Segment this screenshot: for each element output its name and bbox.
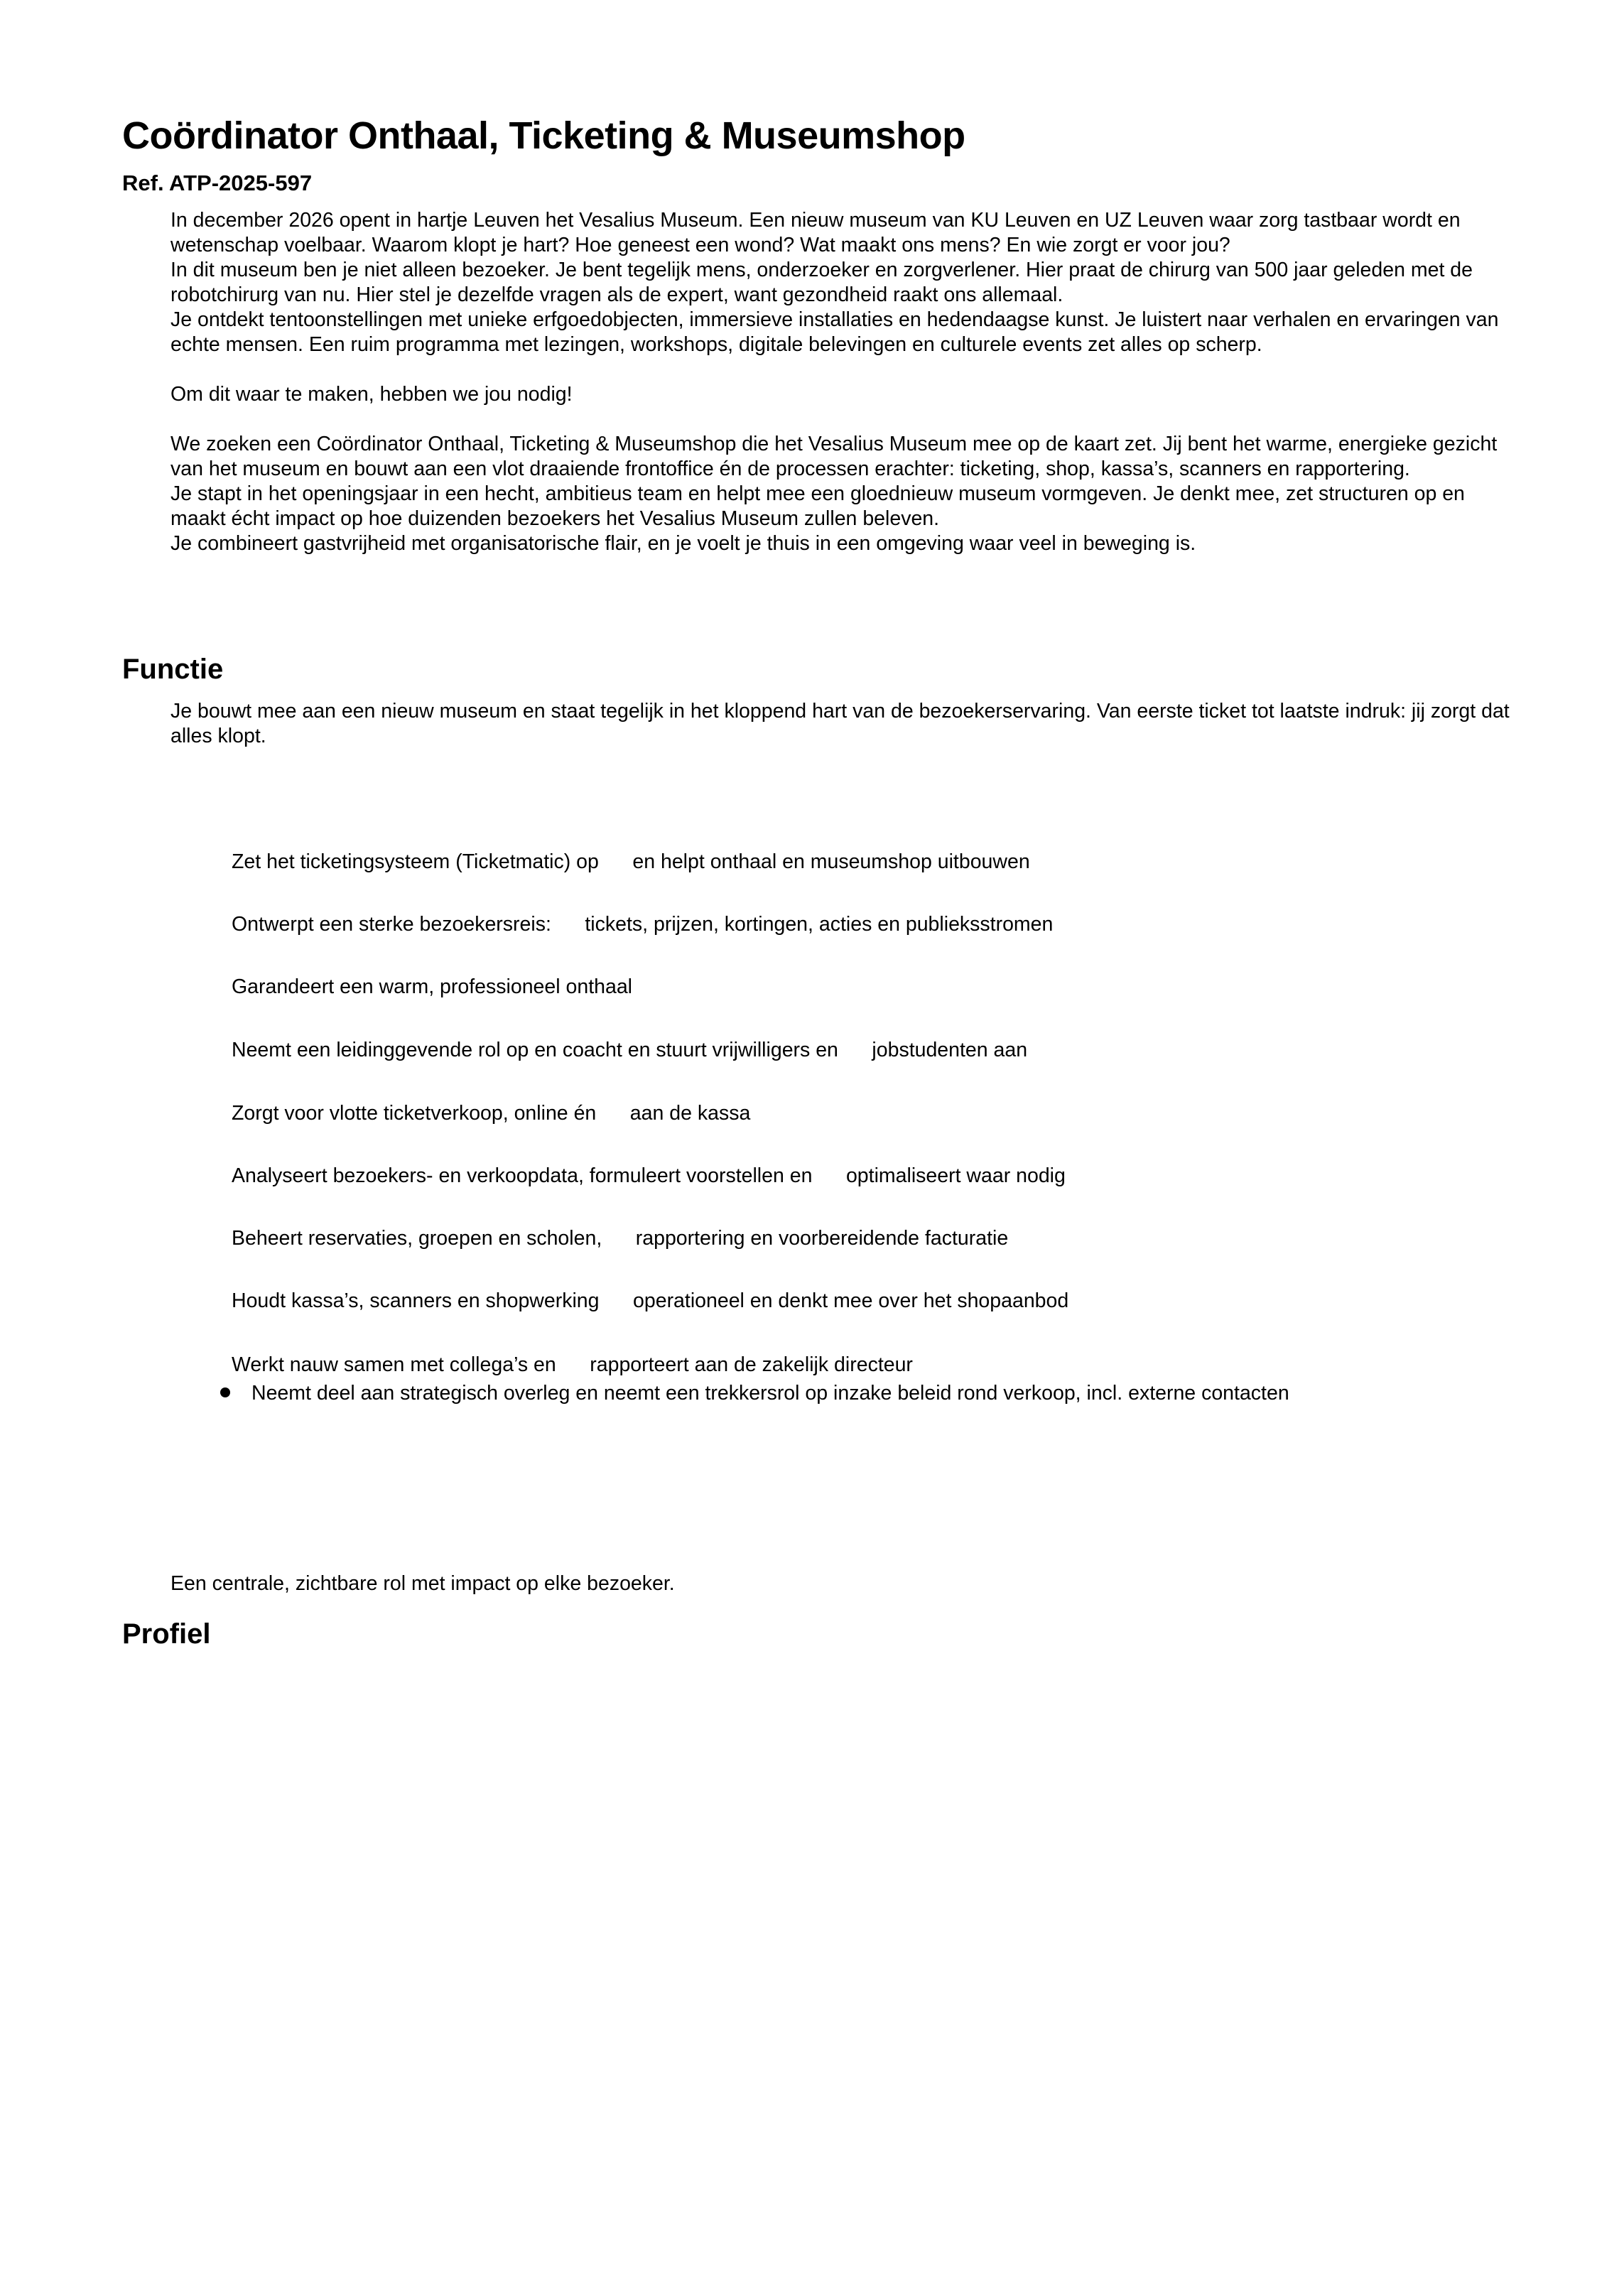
bullet-text: Neemt deel aan strategisch overleg en neemt een trekkersrol op inzake beleid rond verkoop, incl. externe contacten xyxy=(251,1382,1289,1405)
reference-number: Ref. ATP-2025-597 xyxy=(122,171,313,195)
task-item: Ontwerpt een sterke bezoekersreis: tickets, prijzen, kortingen, acties en publieksstromen xyxy=(232,913,1054,936)
task-item: Zet het ticketingsysteem (Ticketmatic) op en helpt onthaal en museumshop uitbouwen xyxy=(232,850,1030,873)
task-item: Werkt nauw samen met collega’s en rapporteert aan de zakelijk directeur xyxy=(232,1353,913,1376)
intro-paragraph: Je stapt in het openingsjaar in een hecht, ambitieus team en helpt mee een gloednieuw museum vormgeven. Je denkt mee, zet structuren op en maakt écht impact op hoe duizenden bezoekers het Vesalius Museum zullen beleven. xyxy=(170,482,1465,530)
bullet-list-item xyxy=(220,1381,1289,1406)
functie-closing: Een centrale, zichtbare rol met impact op elke bezoeker. xyxy=(170,1572,675,1595)
task-item: Houdt kassa’s, scanners en shopwerking operationeel en denkt mee over het shopaanbod xyxy=(232,1289,1069,1312)
bullet-icon xyxy=(220,1387,230,1397)
intro-section xyxy=(170,208,1520,556)
profiel-heading: Profiel xyxy=(122,1618,211,1650)
intro-paragraph: Je combineert gastvrijheid met organisatorische flair, en je voelt je thuis in een omgeving waar veel in beweging is. xyxy=(170,532,1196,555)
task-item: Garandeert een warm, professioneel onthaal xyxy=(232,975,633,998)
intro-paragraph: Je ontdekt tentoonstellingen met unieke erfgoedobjecten, immersieve installaties en hedendaagse kunst. Je luistert naar verhalen en ervaringen van echte mensen. Een ruim programma met lezingen, workshops, digitale belevingen en culturele events zet alles op scherp. xyxy=(170,308,1499,356)
page-title: Coördinator Onthaal, Ticketing & Museumshop xyxy=(122,114,965,157)
task-item: Neemt een leidinggevende rol op en coacht en stuurt vrijwilligers en jobstudenten aan xyxy=(232,1039,1028,1061)
intro-call-to-action: Om dit waar te maken, hebben we jou nodig! xyxy=(170,383,573,406)
functie-heading: Functie xyxy=(122,654,224,685)
intro-paragraph: We zoeken een Coördinator Onthaal, Ticketing & Museumshop die het Vesalius Museum mee op de kaart zet. Jij bent het warme, energieke gezicht van het museum en bouwt aan een vlot draaiende frontoffice én de processen erachter: ticketing, shop, kassa’s, scanners en rapportering. xyxy=(170,433,1498,480)
functie-description: Je bouwt mee aan een nieuw museum en staat tegelijk in het kloppend hart van de bezoekerservaring. Van eerste ticket tot laatste indruk: jij zorgt dat alles klopt. xyxy=(170,700,1510,747)
intro-paragraph: In dit museum ben je niet alleen bezoeker. Je bent tegelijk mens, onderzoeker en zorgverlener. Hier praat de chirurg van 500 jaar geleden met de robotchirurg van nu. Hier stel je dezelfde vragen als de expert, want gezondheid raakt ons allemaal. xyxy=(170,259,1473,306)
task-item: Analyseert bezoekers- en verkoopdata, formuleert voorstellen en optimaliseert waar nodig xyxy=(232,1164,1066,1187)
intro-paragraph: In december 2026 opent in hartje Leuven het Vesalius Museum. Een nieuw museum van KU Leuven en UZ Leuven waar zorg tastbaar wordt en wetenschap voelbaar. Waarom klopt je hart? Hoe geneest een wond? Wat maakt ons mens? En wie zorgt er voor jou? xyxy=(170,209,1461,256)
task-item: Beheert reservaties, groepen en scholen, rapportering en voorbereidende facturatie xyxy=(232,1227,1009,1250)
task-item: Zorgt voor vlotte ticketverkoop, online én aan de kassa xyxy=(232,1102,751,1125)
